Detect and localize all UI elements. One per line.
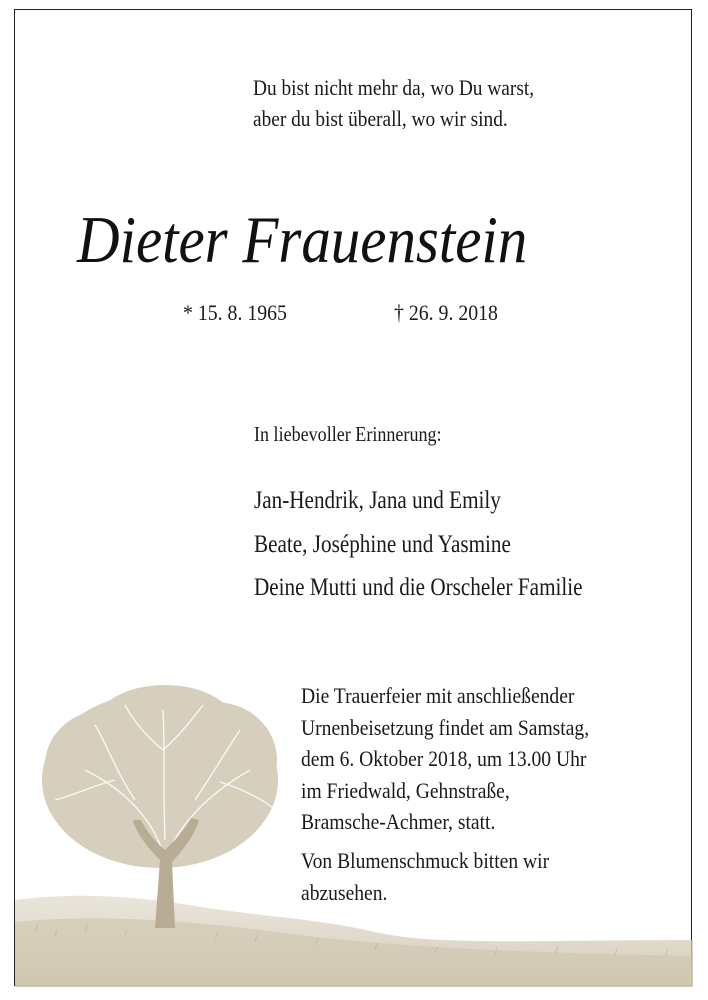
funeral-line: Die Trauerfeier mit anschließender bbox=[301, 683, 575, 708]
flowers-line: abzusehen. bbox=[301, 879, 388, 905]
memory-heading: In liebevoller Erinnerung: bbox=[254, 422, 442, 446]
death-date: † 26. 9. 2018 bbox=[394, 300, 498, 325]
flowers-line: Von Blumenschmuck bitten wir bbox=[301, 848, 550, 873]
quote-line-1: Du bist nicht mehr da, wo Du warst, bbox=[253, 75, 535, 100]
mourners-list bbox=[254, 478, 650, 609]
obituary-frame bbox=[14, 9, 692, 986]
funeral-line: im Friedwald, Gehnstraße, bbox=[301, 777, 510, 803]
mourner-line: Deine Mutti und die Orscheler Familie bbox=[254, 572, 583, 601]
birth-date: * 15. 8. 1965 bbox=[183, 300, 287, 325]
flowers-note bbox=[301, 845, 549, 908]
quote bbox=[253, 72, 534, 134]
quote-line-2: aber du bist überall, wo wir sind. bbox=[253, 106, 508, 131]
funeral-line: Urnenbeisetzung findet am Samstag, bbox=[301, 714, 590, 740]
mourner-line: Jan-Hendrik, Jana und Emily bbox=[254, 485, 501, 514]
deceased-name: Dieter Frauenstein bbox=[77, 203, 528, 277]
mourner-line: Beate, Joséphine und Yasmine bbox=[254, 528, 511, 558]
funeral-notice bbox=[301, 680, 589, 838]
funeral-line: Bramsche-Achmer, statt. bbox=[301, 809, 496, 834]
funeral-line: dem 6. Oktober 2018, um 13.00 Uhr bbox=[301, 746, 587, 771]
